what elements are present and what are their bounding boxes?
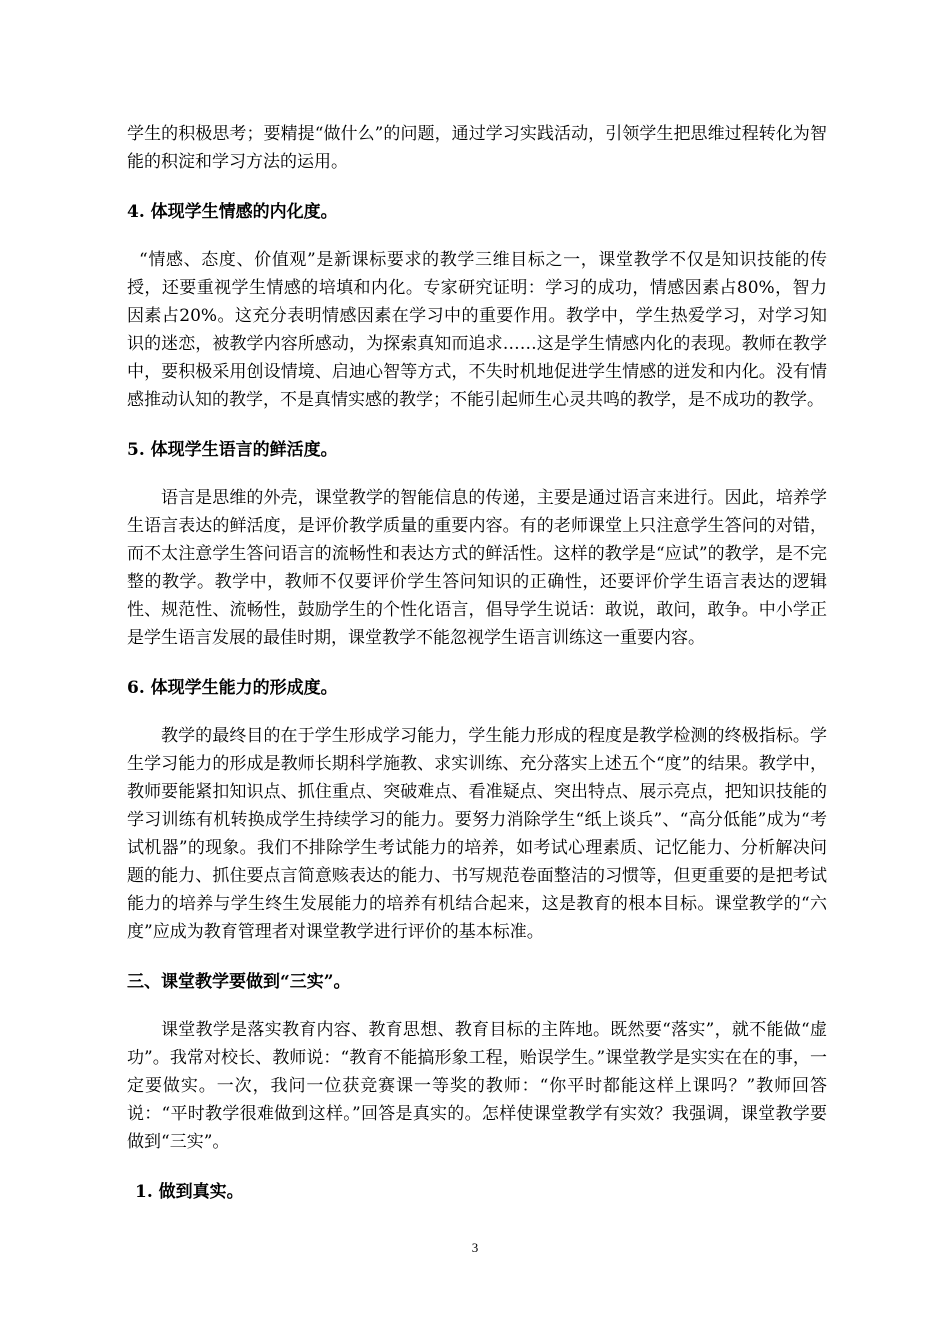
- heading-ability-formation: 6. 体现学生能力的形成度。: [127, 678, 338, 698]
- document-body: [127, 120, 827, 1206]
- paragraph-language-vividness: 语言是思维的外壳，课堂教学的智能信息的传递，主要是通过语言来进行。因此，培养学生语言表达的鲜活度，是评价教学质量的重要内容。有的老师课堂上只注意学生答问的对错，而不太注意学生答问语言的流畅性和表达方式的鲜活性。这样的教学是“应试”的教学，是不完整的教学。教学中，教师不仅要评价学生答问知识的正确性，还要评价学生语言表达的逻辑性、规范性、流畅性，鼓励学生的个性化语言，倡导学生说话：敢说，敢问，敢争。中小学正是学生语言发展的最佳时期，课堂教学不能忽视学生语言训练这一重要内容。: [127, 488, 827, 648]
- paragraph-ability-formation: 教学的最终目的在于学生形成学习能力，学生能力形成的程度是教学检测的终极指标。学生学习能力的形成是教师长期科学施教、求实训练、充分落实上述五个“度”的结果。教学中，教师要能紧扣知识点、抓住重点、突破难点、看准疑点、突出特点、展示亮点，把知识技能的学习训练有机转换成学生持续学习的能力。要努力消除学生“纸上谈兵”、“高分低能”成为“考试机器”的现象。我们不排除学生考试能力的培养，如考试心理素质、记忆能力、分析解决问题的能力、抓住要点言简意赅表达的能力、书写规范卷面整洁的习惯等，但更重要的是把考试能力的培养与学生终生发展能力的培养有机结合起来，这是教育的根本目标。课堂教学的“六度”应成为教育管理者对课堂教学进行评价的基本标准。: [127, 726, 827, 942]
- page-number: 3: [471, 1240, 479, 1255]
- paragraph-thinking-process: 学生的积极思考；要精提“做什么”的问题，通过学习实践活动，引领学生把思维过程转化为智能的积淀和学习方法的运用。: [127, 124, 827, 172]
- heading-three-realities: 三、课堂教学要做到“三实”。: [127, 972, 351, 992]
- heading-language-vividness: 5. 体现学生语言的鲜活度。: [127, 440, 338, 460]
- heading-emotion-internalization: 4. 体现学生情感的内化度。: [127, 202, 338, 222]
- paragraph-three-realities: 课堂教学是落实教育内容、教育思想、教育目标的主阵地。既然要“落实”，就不能做“虚功”。我常对校长、教师说：“教育不能搞形象工程，贻误学生。”课堂教学是实实在在的事，一定要做实。一次，我问一位获竞赛课一等奖的教师：“你平时都能这样上课吗？”教师回答说：“平时教学很难做到这样。”回答是真实的。怎样使课堂教学有实效？我强调，课堂教学要做到“三实”。: [127, 1020, 827, 1152]
- heading-be-real: 1. 做到真实。: [135, 1182, 244, 1202]
- paragraph-emotion-internalization: “情感、态度、价值观”是新课标要求的教学三维目标之一，课堂教学不仅是知识技能的传授，还要重视学生情感的培填和内化。专家研究证明：学习的成功，情感因素占80%，智力因素占20%。这充分表明情感因素在学习中的重要作用。教学中，学生热爱学习，对学习知识的迷恋，被教学内容所感动，为探索真知而追求……这是学生情感内化的表现。教师在教学中，要积极采用创设情境、启迪心智等方式，不失时机地促进学生情感的迸发和内化。没有情感推动认知的教学，不是真情实感的教学；不能引起师生心灵共鸣的教学，是不成功的教学。: [127, 250, 827, 410]
